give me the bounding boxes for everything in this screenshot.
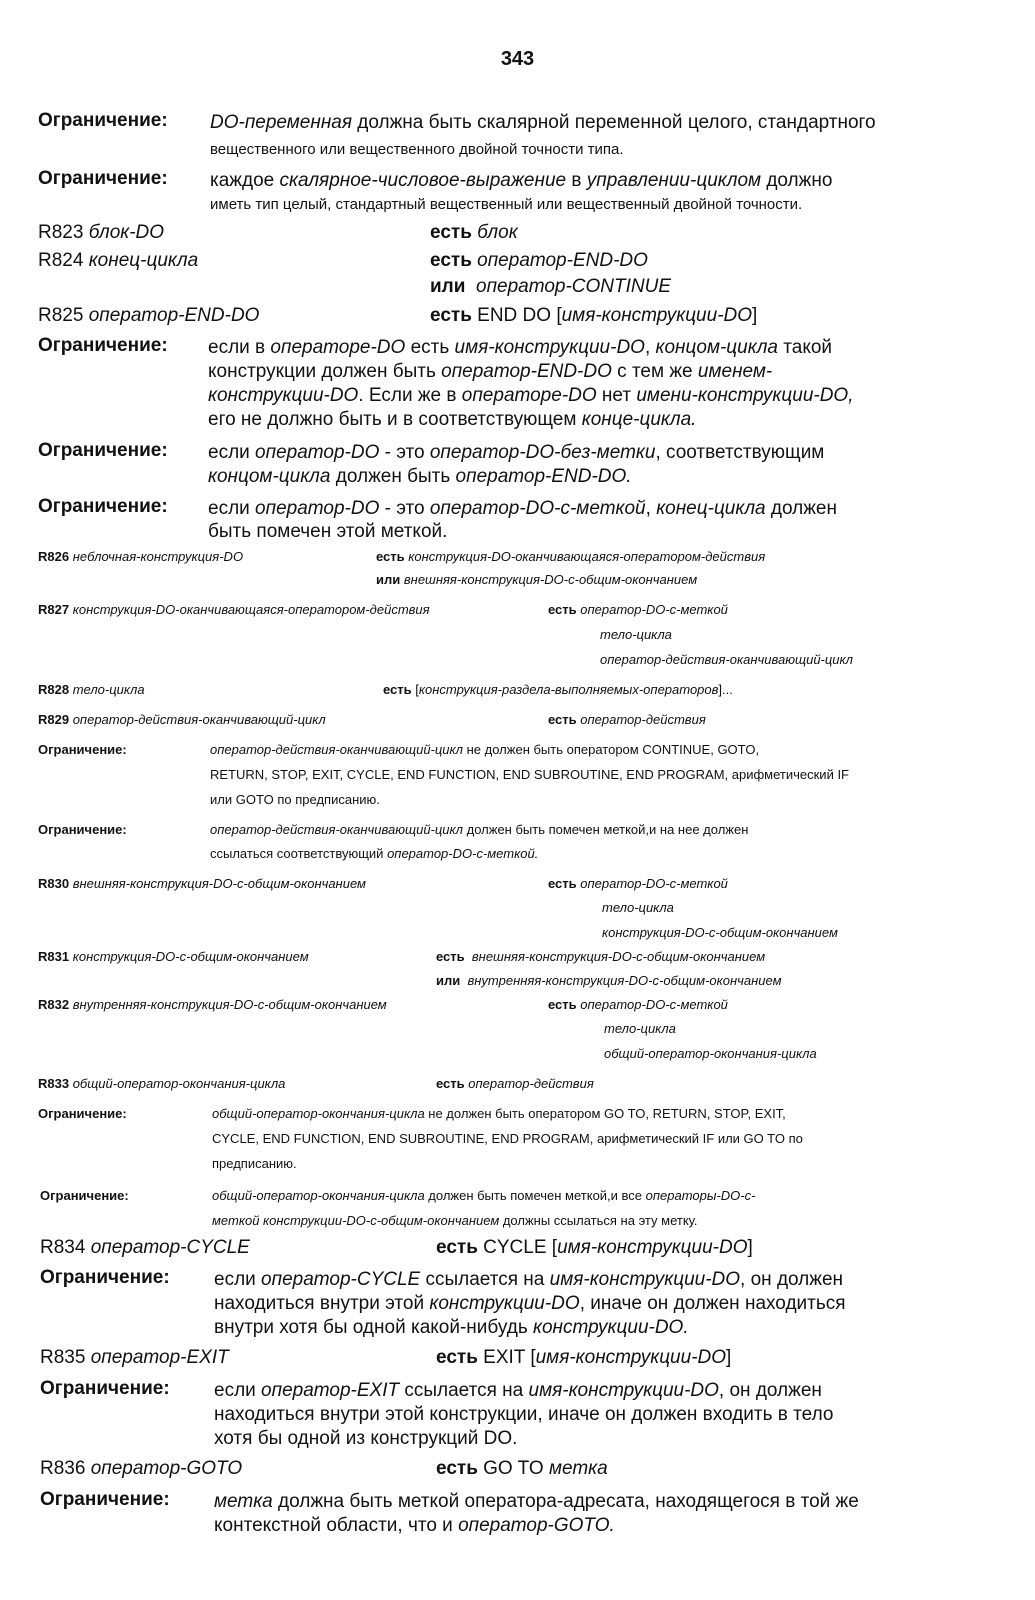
rule-r829-rhs: есть оператор-действия xyxy=(548,712,706,727)
rule-r836: R836 оператор-GOTO xyxy=(40,1458,243,1479)
constraint-text-cont: контекстной области, что и оператор-GOTO. xyxy=(214,1515,615,1536)
constraint-label: Ограничение: xyxy=(38,110,168,131)
constraint-label: Ограничение: xyxy=(38,335,168,356)
rule-r824: R824 конец-цикла xyxy=(38,250,199,271)
constraint-text-cont: CYCLE, END FUNCTION, END SUBROUTINE, END PROGRAM, арифметический IF или GO TO по xyxy=(212,1131,803,1146)
rule-r826-rhs2: или внешняя-конструкция-DO-с-общим-окончанием xyxy=(376,572,698,587)
constraint-text: DO-переменная должна быть скалярной переменной целого, стандартного xyxy=(210,112,876,133)
constraint-text: если оператор-CYCLE ссылается на имя-конструкции-DO, он должен xyxy=(214,1269,844,1290)
rule-r824-rhs1: есть оператор-END-DO xyxy=(430,250,648,271)
constraint-label: Ограничение: xyxy=(40,1489,170,1510)
rule-r827-rhs3: оператор-действия-оканчивающий-цикл xyxy=(600,652,854,667)
constraint-text-cont: конструкции должен быть оператор-END-DO с тем же именем- xyxy=(208,361,773,382)
rule-r829: R829 оператор-действия-оканчивающий-цикл xyxy=(38,712,326,727)
constraint-label: Ограничение: xyxy=(38,440,168,461)
constraint-text-cont: находиться внутри этой конструкции-DO, иначе он должен находиться xyxy=(214,1293,846,1314)
rule-r827-rhs1: есть оператор-DO-с-меткой xyxy=(548,602,728,617)
constraint-text: если оператор-DO - это оператор-DO-с-меткой, конец-цикла должен xyxy=(208,498,837,519)
rule-r831-rhs2: или внутренняя-конструкция-DO-с-общим-окончанием xyxy=(436,973,782,988)
rule-r834: R834 оператор-CYCLE xyxy=(40,1237,250,1258)
rule-r830-rhs3: конструкция-DO-с-общим-окончанием xyxy=(602,925,838,940)
constraint-text: метка должна быть меткой оператора-адресата, находящегося в той же xyxy=(214,1491,859,1512)
constraint-text-cont: иметь тип целый, стандартный вещественный или вещественный двойной точности. xyxy=(210,196,803,213)
rule-r825: R825 оператор-END-DO xyxy=(38,305,260,326)
rule-r835-rhs: есть EXIT [имя-конструкции-DO] xyxy=(436,1347,732,1368)
rule-r831: R831 конструкция-DO-с-общим-окончанием xyxy=(38,949,309,964)
rule-r824-rhs2: или оператор-CONTINUE xyxy=(430,276,672,297)
constraint-text-cont: хотя бы одной из конструкций DO. xyxy=(214,1428,518,1449)
constraint-label: Ограничение: xyxy=(38,496,168,517)
constraint-text: каждое скалярное-числовое-выражение в управлении-циклом должно xyxy=(210,170,833,191)
constraint-text-cont: находиться внутри этой конструкции, иначе он должен входить в тело xyxy=(214,1404,834,1425)
rule-r832-rhs3: общий-оператор-окончания-цикла xyxy=(604,1046,817,1061)
constraint-label: Ограничение: xyxy=(38,1106,127,1121)
rule-r828-rhs: есть [конструкция-раздела-выполняемых-операторов]... xyxy=(383,682,733,697)
rule-r832-rhs2: тело-цикла xyxy=(604,1021,676,1036)
constraint-text-cont: внутри хотя бы одной какой-нибудь конструкции-DO. xyxy=(214,1317,689,1338)
rule-r834-rhs: есть CYCLE [имя-конструкции-DO] xyxy=(436,1237,753,1258)
constraint-text: если оператор-EXIT ссылается на имя-конструкции-DO, он должен xyxy=(214,1380,822,1401)
rule-r831-rhs1: есть внешняя-конструкция-DO-с-общим-окончанием xyxy=(436,949,766,964)
constraint-text: оператор-действия-оканчивающий-цикл должен быть помечен меткой,и на нее должен xyxy=(210,822,749,837)
rule-r832-rhs1: есть оператор-DO-с-меткой xyxy=(548,997,728,1012)
constraint-text-cont: меткой конструкции-DO-с-общим-окончанием должны ссылаться на эту метку. xyxy=(212,1213,698,1228)
constraint-text-cont: вещественного или вещественного двойной точности типа. xyxy=(210,141,624,158)
rule-r836-rhs: есть GO TO метка xyxy=(436,1458,608,1479)
rule-r828: R828 тело-цикла xyxy=(38,682,145,697)
constraint-text: если оператор-DO - это оператор-DO-без-метки, соответствующим xyxy=(208,442,825,463)
constraint-text-cont: ссылаться соответствующий оператор-DO-с-меткой. xyxy=(210,846,539,861)
constraint-text: общий-оператор-окончания-цикла должен быть помечен меткой,и все операторы-DO-с- xyxy=(212,1188,756,1203)
constraint-text-cont: его не должно быть и в соответствующем конце-цикла. xyxy=(208,409,697,430)
rule-r826-rhs1: есть конструкция-DO-оканчивающаяся-оператором-действия xyxy=(376,549,766,564)
rule-r832: R832 внутренняя-конструкция-DO-с-общим-окончанием xyxy=(38,997,387,1012)
rule-r833-rhs: есть оператор-действия xyxy=(436,1076,594,1091)
constraint-label: Ограничение: xyxy=(38,168,168,189)
constraint-label: Ограничение: xyxy=(38,742,127,757)
constraint-label: Ограничение: xyxy=(40,1267,170,1288)
constraint-label: Ограничение: xyxy=(40,1188,129,1203)
rule-r827-rhs2: тело-цикла xyxy=(600,627,672,642)
constraint-text-cont: предписанию. xyxy=(212,1156,297,1171)
constraint-text-cont: быть помечен этой меткой. xyxy=(208,521,448,542)
rule-r826: R826 неблочная-конструкция-DO xyxy=(38,549,244,564)
constraint-text-cont: RETURN, STOP, EXIT, CYCLE, END FUNCTION, END SUBROUTINE, END PROGRAM, арифметический IF xyxy=(210,767,849,782)
constraint-label: Ограничение: xyxy=(40,1378,170,1399)
rule-r830-rhs1: есть оператор-DO-с-меткой xyxy=(548,876,728,891)
rule-r823: R823 блок-DO xyxy=(38,222,165,243)
constraint-text-cont: концом-цикла должен быть оператор-END-DO. xyxy=(208,466,632,487)
rule-r835: R835 оператор-EXIT xyxy=(40,1347,229,1368)
constraint-text-cont: или GOTO по предписанию. xyxy=(210,792,380,807)
rule-r827: R827 конструкция-DO-оканчивающаяся-оператором-действия xyxy=(38,602,430,617)
constraint-text: если в операторе-DO есть имя-конструкции-DO, концом-цикла такой xyxy=(208,337,833,358)
rule-r830-rhs2: тело-цикла xyxy=(602,900,674,915)
rule-r833: R833 общий-оператор-окончания-цикла xyxy=(38,1076,286,1091)
constraint-label: Ограничение: xyxy=(38,822,127,837)
page-number: 343 xyxy=(500,48,535,70)
constraint-text: оператор-действия-оканчивающий-цикл не должен быть оператором CONTINUE, GOTO, xyxy=(210,742,760,757)
rule-r825-rhs: есть END DO [имя-конструкции-DO] xyxy=(430,305,758,326)
constraint-text-cont: конструкции-DO. Если же в операторе-DO нет имени-конструкции-DO, xyxy=(208,385,854,406)
rule-r830: R830 внешняя-конструкция-DO-с-общим-окончанием xyxy=(38,876,366,891)
rule-r823-rhs: есть блок xyxy=(430,222,518,243)
constraint-text: общий-оператор-окончания-цикла не должен быть оператором GO TO, RETURN, STOP, EXIT, xyxy=(212,1106,786,1121)
